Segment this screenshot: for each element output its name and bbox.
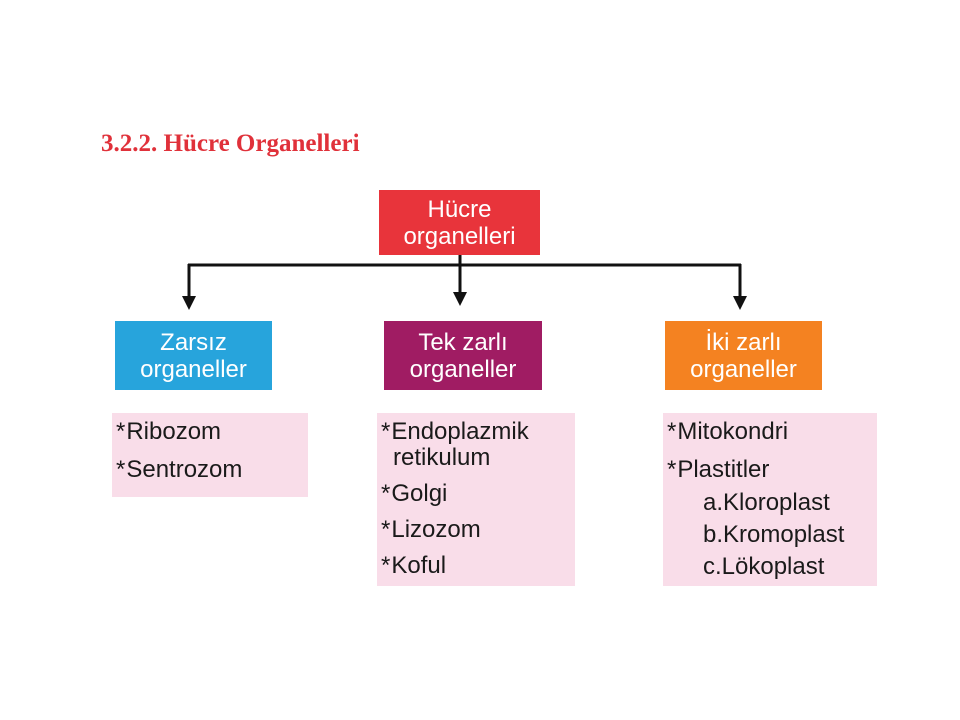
arrowhead-right (733, 296, 747, 310)
bullet-star: * (116, 456, 126, 483)
list-item (381, 481, 571, 507)
item-label: Koful (391, 552, 447, 579)
category-iki-zarli-line2: organeller (690, 355, 797, 383)
item-label: Plastitler (677, 456, 770, 483)
bullet-star: * (381, 552, 391, 579)
list-item (116, 419, 304, 445)
category-tek-zarli-line1: Tek zarlı (418, 328, 508, 356)
root-node-hucre-organelleri (379, 190, 540, 255)
list-item (381, 517, 571, 543)
category-zarsiz-line2: organeller (140, 355, 247, 383)
list-item (667, 457, 873, 483)
item-label: Lizozom (391, 516, 481, 543)
arrowhead-left (182, 296, 196, 310)
sublist-item: b.Kromoplast (703, 521, 845, 548)
sublist-plastitler (667, 487, 873, 583)
category-iki-zarli-line1: İki zarlı (705, 328, 782, 356)
item-label: Sentrozom (126, 456, 243, 483)
bullet-star: * (116, 418, 126, 445)
page-title: 3.2.2. Hücre Organelleri (101, 130, 360, 157)
category-zarsiz-line1: Zarsız (160, 328, 227, 356)
bullet-star: * (667, 418, 677, 445)
item-label: Golgi (391, 480, 448, 507)
item-label-continuation: retikulum (393, 444, 491, 471)
category-zarsiz (115, 321, 272, 390)
sublist-item: c.Lökoplast (703, 553, 825, 580)
list-item (381, 553, 571, 579)
sublist-item: a.Kloroplast (703, 489, 830, 516)
category-tek-zarli-line2: organeller (409, 355, 517, 383)
item-label: Mitokondri (677, 418, 789, 445)
list-item (667, 419, 873, 445)
bullet-star: * (667, 456, 677, 483)
list-item (381, 419, 571, 471)
bullet-star: * (381, 480, 391, 507)
root-line2: organelleri (403, 222, 516, 250)
root-line1: Hücre (427, 195, 492, 223)
bullet-star: * (381, 418, 391, 445)
category-iki-zarli (665, 321, 822, 390)
item-label: Endoplazmik (391, 418, 529, 445)
list-iki-zarli (663, 413, 877, 586)
list-zarsiz (112, 413, 308, 497)
arrowhead-middle (453, 292, 467, 306)
list-tek-zarli (377, 413, 575, 586)
category-tek-zarli (384, 321, 542, 390)
item-label: Ribozom (126, 418, 222, 445)
bullet-star: * (381, 516, 391, 543)
list-item (116, 457, 304, 483)
